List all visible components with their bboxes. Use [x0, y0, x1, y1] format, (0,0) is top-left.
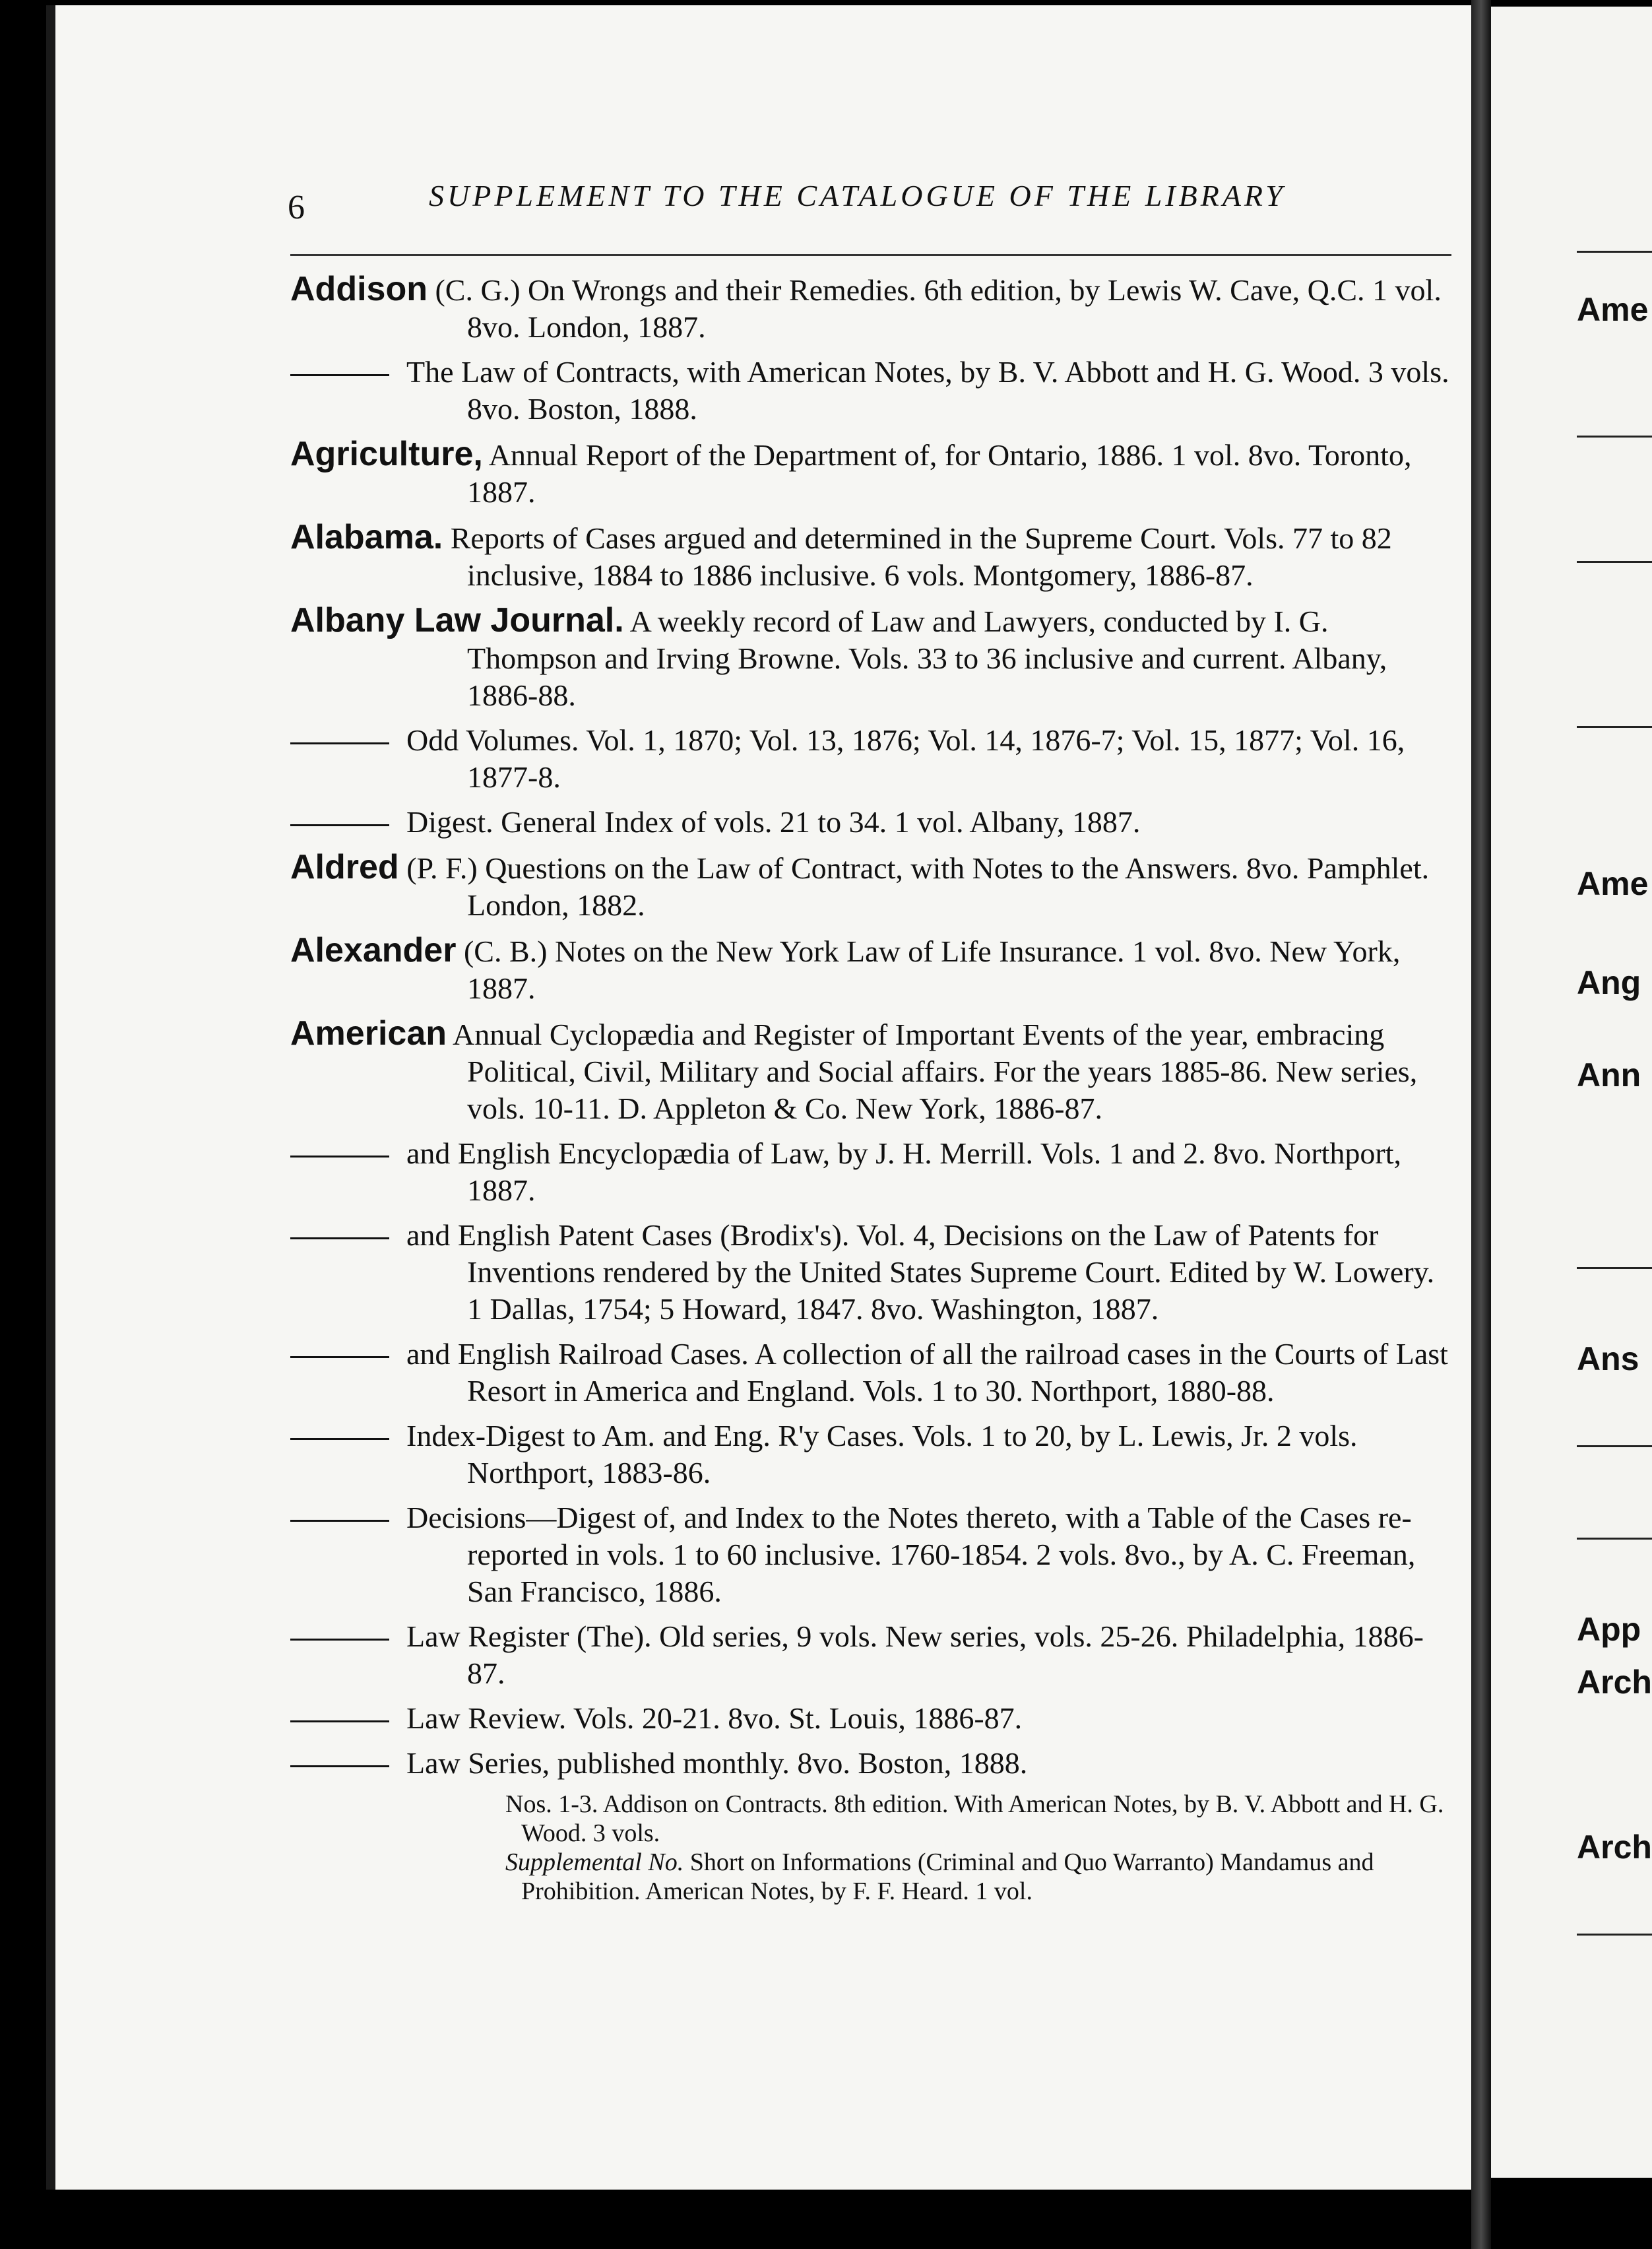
entry: [290, 1015, 1451, 1127]
ditto-dash: [290, 1765, 389, 1767]
ditto-dash: [290, 1639, 389, 1641]
page-number: 6: [288, 189, 305, 226]
entry-text: Index-Digest to Am. and Eng. R'y Cases. Vols. 1 to 20, by L. Lewis, Jr. 2 vols. Northport, 1883-86.: [406, 1419, 1358, 1489]
entry: [290, 1618, 1451, 1692]
page-gutter: [1471, 0, 1491, 2249]
entry-text: Law Series, published monthly. 8vo. Boston, 1888.: [406, 1746, 1028, 1780]
ditto-dash: [290, 1720, 389, 1722]
facing-heading: Ans: [1577, 1340, 1639, 1377]
catalogue-entries: [290, 271, 1451, 1906]
ditto-dash: [290, 742, 389, 744]
note-text: Short on Informations (Criminal and Quo Warranto) Mandamus and Prohibition. American Notes, by F. F. Heard. 1 vol.: [521, 1848, 1374, 1905]
entry: [290, 354, 1451, 428]
facing-heading: Ann: [1577, 1057, 1641, 1093]
entry: [290, 932, 1451, 1007]
entry-text: The Law of Contracts, with American Notes, by B. V. Abbott and H. G. Wood. 3 vols. 8vo. Boston, 1888.: [406, 355, 1449, 426]
entry-text: Law Review. Vols. 20-21. 8vo. St. Louis, 1886-87.: [406, 1701, 1023, 1735]
entry-heading: Addison: [290, 270, 428, 308]
ditto-dash: [290, 1520, 389, 1522]
ditto-dash: [290, 1156, 389, 1157]
entry: [290, 804, 1451, 841]
entry: [290, 436, 1451, 511]
entry-text: (C. B.) Notes on the New York Law of Life Insurance. 1 vol. 8vo. New York, 1887.: [463, 934, 1401, 1005]
running-title: SUPPLEMENT TO THE CATALOGUE OF THE LIBRARY: [429, 179, 1286, 212]
ditto-dash: [290, 1438, 389, 1440]
entry: [290, 1135, 1451, 1209]
facing-heading: Arch: [1577, 1829, 1652, 1866]
ditto-dash: [290, 374, 389, 376]
entry: [290, 722, 1451, 796]
facing-rule: [1577, 1267, 1652, 1269]
entry: [290, 849, 1451, 924]
series-note: [330, 1848, 1451, 1906]
facing-rule: [1577, 726, 1652, 728]
entry-text: Annual Report of the Department of, for Ontario, 1886. 1 vol. 8vo. Toronto, 1887.: [467, 438, 1412, 509]
entry: [290, 1745, 1451, 1782]
entry-text: Annual Cyclopædia and Register of Important Events of the year, embracing Political, Civil, Military and Social affairs. For the years 1885-86. New series, vols. 10-11. D. Appleton & Co. New York, 1886-87.: [452, 1018, 1418, 1125]
facing-heading: Ame: [1577, 291, 1649, 328]
note-lead: Supplemental No.: [505, 1848, 684, 1876]
entry-text: Digest. General Index of vols. 21 to 34. 1 vol. Albany, 1887.: [406, 805, 1141, 839]
ditto-dash: [290, 824, 389, 826]
entry-text: and English Railroad Cases. A collection of all the railroad cases in the Courts of Last Resort in America and England. Vols. 1 to 30. Northport, 1880-88.: [406, 1337, 1448, 1408]
entry: [290, 519, 1451, 594]
entry-heading: Agriculture,: [290, 435, 483, 473]
entry-text: Law Register (The). Old series, 9 vols. New series, vols. 25-26. Philadelphia, 1886-87.: [406, 1619, 1424, 1690]
entry-text: Reports of Cases argued and determined in the Supreme Court. Vols. 77 to 82 inclusive, 1884 to 1886 inclusive. 6 vols. Montgomery, 1886-87.: [450, 521, 1392, 592]
facing-heading: Arch: [1577, 1664, 1652, 1701]
series-note: [330, 1790, 1451, 1848]
entry: [290, 1336, 1451, 1410]
facing-rule: [1577, 561, 1652, 563]
facing-rule: [1577, 436, 1652, 438]
entry: [290, 602, 1451, 714]
entry-text: Odd Volumes. Vol. 1, 1870; Vol. 13, 1876; Vol. 14, 1876-7; Vol. 15, 1877; Vol. 16, 1877-8.: [406, 723, 1405, 794]
entry: [290, 1418, 1451, 1491]
facing-page-margin: [1491, 7, 1652, 2178]
header-rule: [290, 254, 1451, 256]
entry-heading: American: [290, 1014, 447, 1053]
note-lead: Nos. 1-3.: [505, 1790, 598, 1818]
entry-heading: Albany Law Journal.: [290, 601, 624, 639]
facing-heading: Ang: [1577, 964, 1641, 1001]
facing-heading: App: [1577, 1611, 1641, 1648]
entry: [290, 1700, 1451, 1737]
entry-heading: Alexander: [290, 931, 457, 969]
entry-text: Decisions—Digest of, and Index to the Notes thereto, with a Table of the Cases re-reported in vols. 1 to 60 inclusive. 1760-1854. 2 vols. 8vo., by A. C. Freeman, San Francisco, 1886.: [406, 1501, 1416, 1608]
facing-heading: Ame: [1577, 865, 1649, 902]
entry: [290, 271, 1451, 346]
facing-rule: [1577, 1538, 1652, 1540]
entry: [290, 1499, 1451, 1610]
entry: [290, 1217, 1451, 1328]
entry-text: (C. G.) On Wrongs and their Remedies. 6th edition, by Lewis W. Cave, Q.C. 1 vol. 8vo. London, 1887.: [435, 273, 1442, 344]
entry-text: (P. F.) Questions on the Law of Contract, with Notes to the Answers. 8vo. Pamphlet. London, 1882.: [406, 851, 1430, 922]
ditto-dash: [290, 1356, 389, 1358]
entry-heading: Alabama.: [290, 518, 443, 556]
entry-heading: Aldred: [290, 848, 399, 886]
facing-rule: [1577, 1934, 1652, 1936]
entry-text: and English Encyclopædia of Law, by J. H. Merrill. Vols. 1 and 2. 8vo. Northport, 1887.: [406, 1136, 1402, 1207]
note-text: Addison on Contracts. 8th edition. With American Notes, by B. V. Abbott and H. G. Wood. 3 vols.: [521, 1790, 1444, 1847]
entry-text: A weekly record of Law and Lawyers, conducted by I. G. Thompson and Irving Browne. Vols. 33 to 36 inclusive and current. Albany, 1886-88.: [467, 604, 1387, 712]
ditto-dash: [290, 1237, 389, 1239]
facing-rule: [1577, 1445, 1652, 1447]
facing-rule: [1577, 251, 1652, 253]
entry-text: and English Patent Cases (Brodix's). Vol. 4, Decisions on the Law of Patents for Inventions rendered by the United States Supreme Court. Edited by W. Lowery. 1 Dallas, 1754; 5 Howard, 1847. 8vo. Washington, 1887.: [406, 1218, 1435, 1326]
